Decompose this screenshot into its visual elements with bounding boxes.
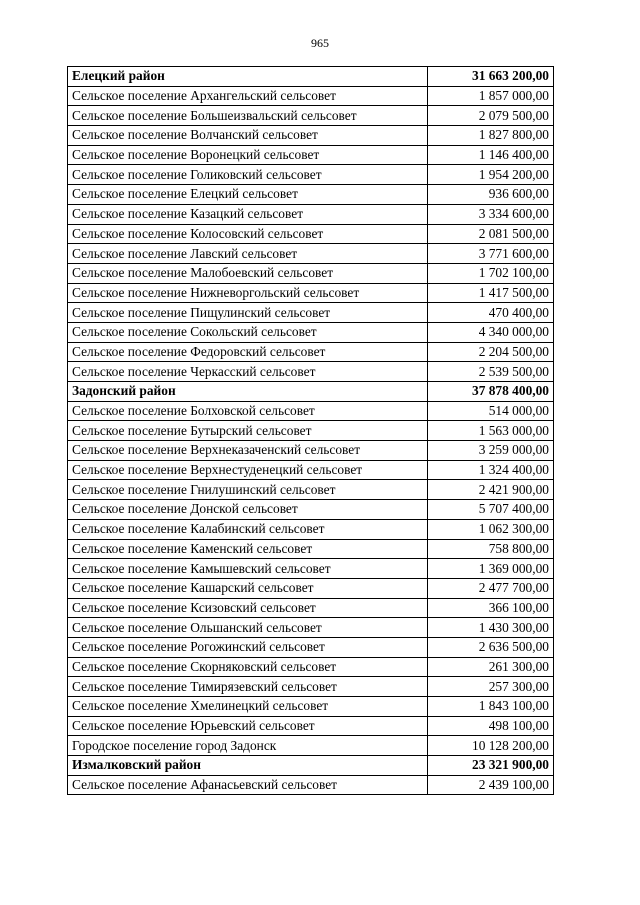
- table-row: [68, 185, 554, 205]
- settlement-name-cell: Сельское поселение Елецкий сельсовет: [68, 185, 428, 205]
- table-row: [68, 539, 554, 559]
- settlement-name-cell: Сельское поселение Большеизвальский сельсовет: [68, 106, 428, 126]
- settlement-name-cell: Сельское поселение Бутырский сельсовет: [68, 421, 428, 441]
- table-row: [68, 263, 554, 283]
- settlement-name-cell: Сельское поселение Ксизовский сельсовет: [68, 598, 428, 618]
- table-row: [68, 421, 554, 441]
- amount-cell: 936 600,00: [428, 185, 554, 205]
- amount-cell: 1 146 400,00: [428, 145, 554, 165]
- table-row: [68, 500, 554, 520]
- settlement-name-cell: Сельское поселение Камышевский сельсовет: [68, 559, 428, 579]
- district-row: [68, 756, 554, 776]
- settlement-name-cell: Сельское поселение Воронецкий сельсовет: [68, 145, 428, 165]
- settlement-name-cell: Сельское поселение Донской сельсовет: [68, 500, 428, 520]
- amount-cell: 366 100,00: [428, 598, 554, 618]
- settlement-name-cell: Сельское поселение Болховской сельсовет: [68, 401, 428, 421]
- amount-cell: 2 539 500,00: [428, 362, 554, 382]
- amount-cell: 1 563 000,00: [428, 421, 554, 441]
- amount-cell: 498 100,00: [428, 716, 554, 736]
- table-row: [68, 441, 554, 461]
- amount-cell: 2 081 500,00: [428, 224, 554, 244]
- settlement-name-cell: Сельское поселение Скорняковский сельсовет: [68, 657, 428, 677]
- district-name-cell: Измалковский район: [68, 756, 428, 776]
- table-row: [68, 598, 554, 618]
- table-row: [68, 106, 554, 126]
- table-row: [68, 283, 554, 303]
- table-row: [68, 322, 554, 342]
- settlement-name-cell: Сельское поселение Архангельский сельсовет: [68, 86, 428, 106]
- table-row: [68, 362, 554, 382]
- table-row: [68, 165, 554, 185]
- settlement-name-cell: Сельское поселение Ольшанский сельсовет: [68, 618, 428, 638]
- table-row: [68, 303, 554, 323]
- settlement-name-cell: Сельское поселение Верхнеказаченский сельсовет: [68, 441, 428, 461]
- table-row: [68, 480, 554, 500]
- table-row: [68, 716, 554, 736]
- settlement-name-cell: Сельское поселение Малобоевский сельсовет: [68, 263, 428, 283]
- settlement-name-cell: Сельское поселение Лавский сельсовет: [68, 244, 428, 264]
- settlement-name-cell: Сельское поселение Афанасьевский сельсовет: [68, 775, 428, 795]
- settlement-name-cell: Сельское поселение Сокольский сельсовет: [68, 322, 428, 342]
- settlement-name-cell: Сельское поселение Черкасский сельсовет: [68, 362, 428, 382]
- amount-cell: 3 771 600,00: [428, 244, 554, 264]
- amount-cell: 1 430 300,00: [428, 618, 554, 638]
- table-row: [68, 224, 554, 244]
- table-row: [68, 460, 554, 480]
- table-body: [68, 67, 554, 795]
- amount-cell: 1 954 200,00: [428, 165, 554, 185]
- settlement-name-cell: Сельское поселение Казацкий сельсовет: [68, 204, 428, 224]
- settlement-name-cell: Сельское поселение Каменский сельсовет: [68, 539, 428, 559]
- settlement-name-cell: Сельское поселение Волчанский сельсовет: [68, 126, 428, 146]
- amount-cell: 1 369 000,00: [428, 559, 554, 579]
- amount-cell: 3 334 600,00: [428, 204, 554, 224]
- table-row: [68, 736, 554, 756]
- amount-cell: 1 417 500,00: [428, 283, 554, 303]
- table-row: [68, 775, 554, 795]
- table-row: [68, 126, 554, 146]
- table-row: [68, 578, 554, 598]
- amount-cell: 10 128 200,00: [428, 736, 554, 756]
- amount-cell: 2 477 700,00: [428, 578, 554, 598]
- table-row: [68, 559, 554, 579]
- district-row: [68, 382, 554, 402]
- table-row: [68, 519, 554, 539]
- settlement-name-cell: Сельское поселение Нижневоргольский сельсовет: [68, 283, 428, 303]
- settlement-name-cell: Сельское поселение Верхнестуденецкий сельсовет: [68, 460, 428, 480]
- budget-allocation-table: [67, 66, 554, 795]
- settlement-name-cell: Сельское поселение Рогожинский сельсовет: [68, 637, 428, 657]
- amount-cell: 758 800,00: [428, 539, 554, 559]
- amount-cell: 2 204 500,00: [428, 342, 554, 362]
- district-name-cell: Задонский район: [68, 382, 428, 402]
- settlement-name-cell: Сельское поселение Тимирязевский сельсовет: [68, 677, 428, 697]
- amount-cell: 2 636 500,00: [428, 637, 554, 657]
- district-total-cell: 31 663 200,00: [428, 67, 554, 87]
- table-row: [68, 677, 554, 697]
- settlement-name-cell: Городское поселение город Задонск: [68, 736, 428, 756]
- settlement-name-cell: Сельское поселение Пищулинский сельсовет: [68, 303, 428, 323]
- district-name-cell: Елецкий район: [68, 67, 428, 87]
- table-row: [68, 697, 554, 717]
- table-row: [68, 342, 554, 362]
- settlement-name-cell: Сельское поселение Голиковский сельсовет: [68, 165, 428, 185]
- amount-cell: 470 400,00: [428, 303, 554, 323]
- amount-cell: 1 857 000,00: [428, 86, 554, 106]
- settlement-name-cell: Сельское поселение Калабинский сельсовет: [68, 519, 428, 539]
- amount-cell: 514 000,00: [428, 401, 554, 421]
- amount-cell: 2 079 500,00: [428, 106, 554, 126]
- amount-cell: 1 062 300,00: [428, 519, 554, 539]
- amount-cell: 2 439 100,00: [428, 775, 554, 795]
- district-total-cell: 23 321 900,00: [428, 756, 554, 776]
- table-row: [68, 145, 554, 165]
- amount-cell: 261 300,00: [428, 657, 554, 677]
- table-row: [68, 86, 554, 106]
- table-row: [68, 401, 554, 421]
- settlement-name-cell: Сельское поселение Хмелинецкий сельсовет: [68, 697, 428, 717]
- table-row: [68, 618, 554, 638]
- amount-cell: 1 324 400,00: [428, 460, 554, 480]
- table-row: [68, 637, 554, 657]
- amount-cell: 4 340 000,00: [428, 322, 554, 342]
- settlement-name-cell: Сельское поселение Колосовский сельсовет: [68, 224, 428, 244]
- settlement-name-cell: Сельское поселение Кашарский сельсовет: [68, 578, 428, 598]
- page-number: 965: [311, 36, 329, 50]
- amount-cell: 257 300,00: [428, 677, 554, 697]
- settlement-name-cell: Сельское поселение Федоровский сельсовет: [68, 342, 428, 362]
- district-total-cell: 37 878 400,00: [428, 382, 554, 402]
- amount-cell: 2 421 900,00: [428, 480, 554, 500]
- table-row: [68, 244, 554, 264]
- table-row: [68, 204, 554, 224]
- district-row: [68, 67, 554, 87]
- amount-cell: 5 707 400,00: [428, 500, 554, 520]
- amount-cell: 1 702 100,00: [428, 263, 554, 283]
- amount-cell: 1 827 800,00: [428, 126, 554, 146]
- settlement-name-cell: Сельское поселение Гнилушинский сельсовет: [68, 480, 428, 500]
- table-row: [68, 657, 554, 677]
- settlement-name-cell: Сельское поселение Юрьевский сельсовет: [68, 716, 428, 736]
- amount-cell: 3 259 000,00: [428, 441, 554, 461]
- amount-cell: 1 843 100,00: [428, 697, 554, 717]
